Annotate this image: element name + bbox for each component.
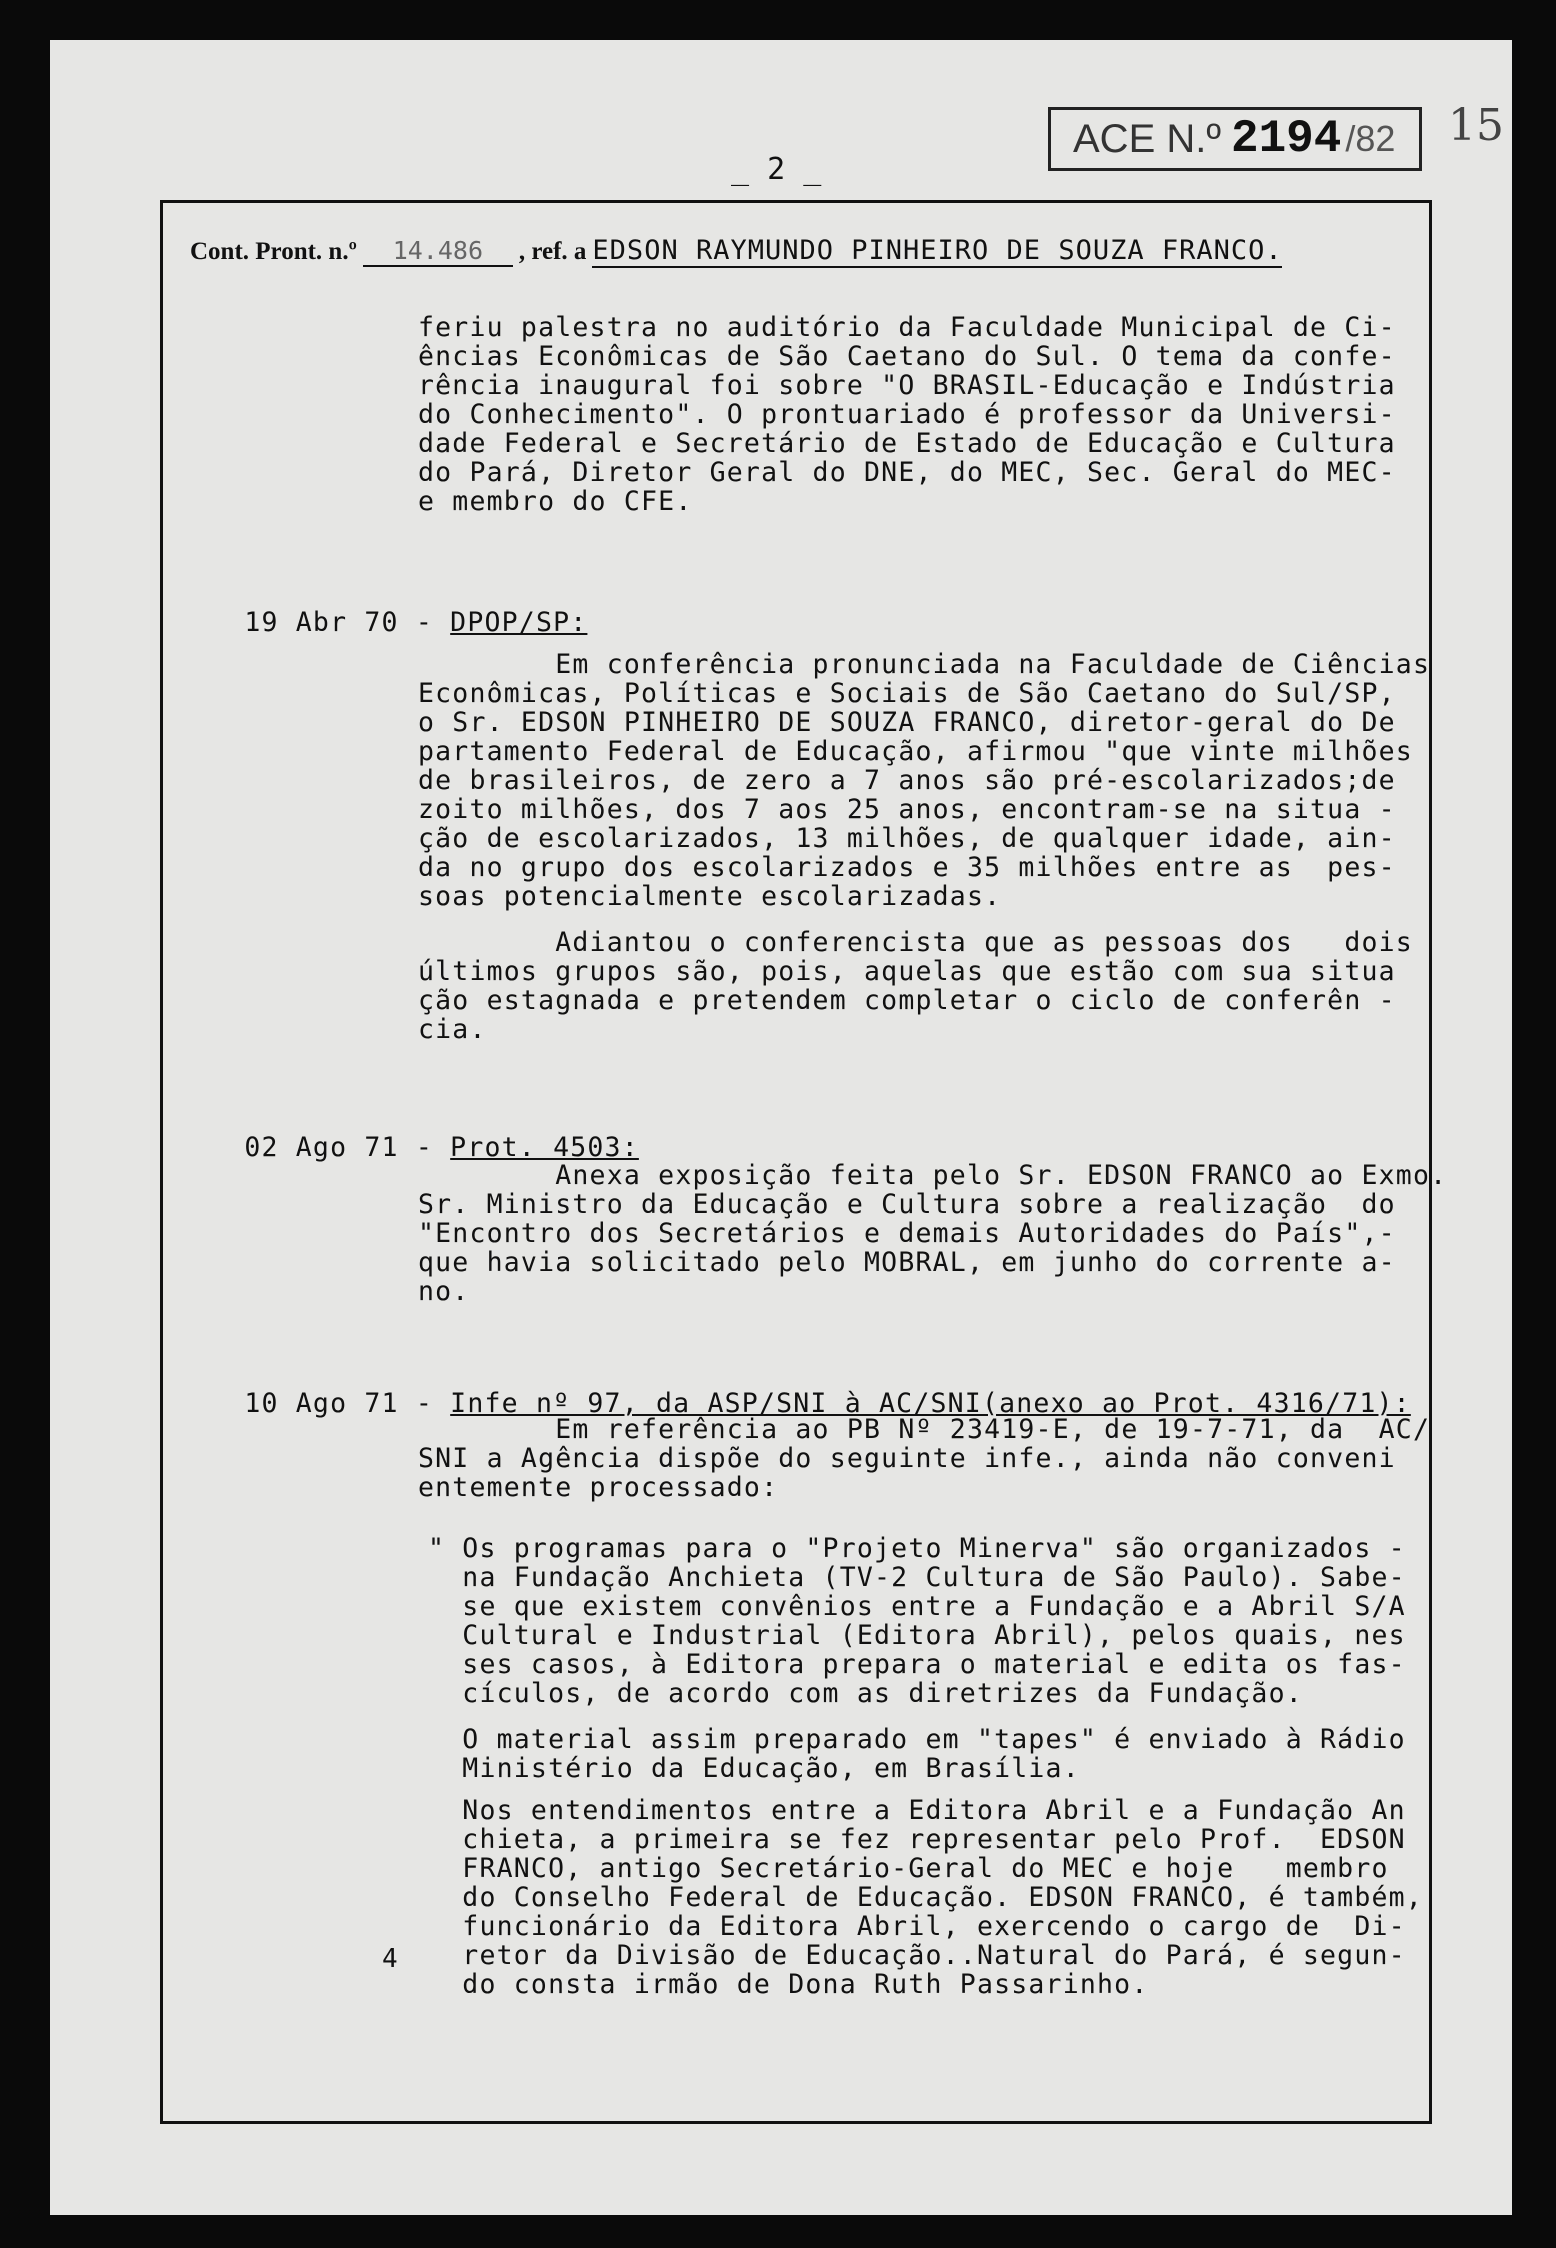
entry-header: 19 Abr 70 - DPOP/SP: xyxy=(244,607,588,638)
handwritten-folio-mark: 15 xyxy=(1448,100,1504,151)
entry-source: DPOP/SP: xyxy=(450,607,588,638)
margin-mark: 4 xyxy=(382,1944,398,1974)
intro-paragraph: feriu palestra no auditório da Faculdade Municipal de Ci- ências Econômicas de São Caetano do Sul. O tema da confe- rência inaugural foi sobre "O BRASIL-Educação e Indústria do Conhecimento". O prontuariado é professor da Universi- dade Federal e Secretário de Estado de Educação e Cultura do Pará, Diretor Geral do DNE, do MEC, Sec. Geral do MEC- e membro do CFE. xyxy=(418,312,1396,517)
stamp-label: ACE N.º xyxy=(1073,116,1221,161)
stamp-number: 2194 xyxy=(1230,113,1342,165)
entry-paragraph: Adiantou o conferencista que as pessoas dos dois últimos grupos são, pois, aquelas que estão com sua situa ção estagnada e pretendem completar o ciclo de conferên - cia. xyxy=(418,927,1413,1045)
entry-paragraph: Em referência ao PB Nº 23419-E, de 19-7-71, da AC/ SNI a Agência dispõe do seguinte infe., ainda não conveni entemente processado: xyxy=(418,1414,1431,1503)
entry-source: Infe nº 97, da ASP/SNI à AC/SNI(anexo ao Prot. 4316/71): xyxy=(450,1388,1411,1419)
entry-date: 02 Ago 71 xyxy=(244,1132,399,1163)
stamp-year: /82 xyxy=(1345,118,1396,159)
page-number: _ 2 _ xyxy=(731,152,822,187)
entry-header: 02 Ago 71 - Prot. 4503: xyxy=(244,1132,639,1163)
entry-source: Prot. 4503: xyxy=(450,1132,639,1163)
ace-stamp xyxy=(1048,107,1422,171)
ref-label: , ref. a xyxy=(518,238,587,265)
quoted-paragraph: " Os programas para o "Projeto Minerva" são organizados - na Fundação Anchieta (TV-2 Cultura de São Paulo). Sabe- se que existem convênios entre a Fundação e a Abril S/A Cultural e Industrial (Editora Abril), pelos quais, nes ses casos, à Editora prepara o material e edita os fas- cículos, de acordo com as diretrizes da Fundação. xyxy=(428,1533,1406,1709)
subject-name: EDSON RAYMUNDO PINHEIRO DE SOUZA FRANCO. xyxy=(592,235,1283,266)
entry-paragraph: Anexa exposição feita pelo Sr. EDSON FRANCO ao Exmo. Sr. Ministro da Educação e Cultura sobre a realização do "Encontro dos Secretários e demais Autoridades do País",- que havia solicitado pelo MOBRAL, em junho do corrente a- no. xyxy=(418,1160,1448,1307)
pront-label: Cont. Pront. n.º xyxy=(190,238,357,265)
record-header xyxy=(190,235,1282,268)
entry-paragraph: Em conferência pronunciada na Faculdade de Ciências Econômicas, Políticas e Sociais de São Caetano do Sul/SP, o Sr. EDSON PINHEIRO DE SOUZA FRANCO, diretor-geral do De partamento Federal de Educação, afirmou "que vinte milhões de brasileiros, de zero a 7 anos são pré-escolarizados;de zoito milhões, dos 7 aos 25 anos, encontram-se na situa - ção de escolarizados, 13 milhões, de qualquer idade, ain- da no grupo dos escolarizados e 35 milhões entre as pes- soas potencialmente escolarizadas. xyxy=(418,649,1431,912)
quoted-paragraph: O material assim preparado em "tapes" é enviado à Rádio Ministério da Educação, em Brasília. xyxy=(462,1724,1406,1784)
pront-number: 14.486 xyxy=(363,236,513,267)
entry-date: 10 Ago 71 xyxy=(244,1388,399,1419)
entry-header: 10 Ago 71 - Infe nº 97, da ASP/SNI à AC/SNI(anexo ao Prot. 4316/71): xyxy=(244,1388,1411,1419)
quoted-paragraph: Nos entendimentos entre a Editora Abril e a Fundação An chieta, a primeira se fez representar pelo Prof. EDSON FRANCO, antigo Secretário-Geral do MEC e hoje membro do Conselho Federal de Educação. EDSON FRANCO, é também, funcionário da Editora Abril, exercendo o cargo de Di- retor da Divisão de Educação..Natural do Pará, é segun- do consta irmão de Dona Ruth Passarinho. xyxy=(462,1795,1423,2000)
entry-date: 19 Abr 70 xyxy=(244,607,399,638)
